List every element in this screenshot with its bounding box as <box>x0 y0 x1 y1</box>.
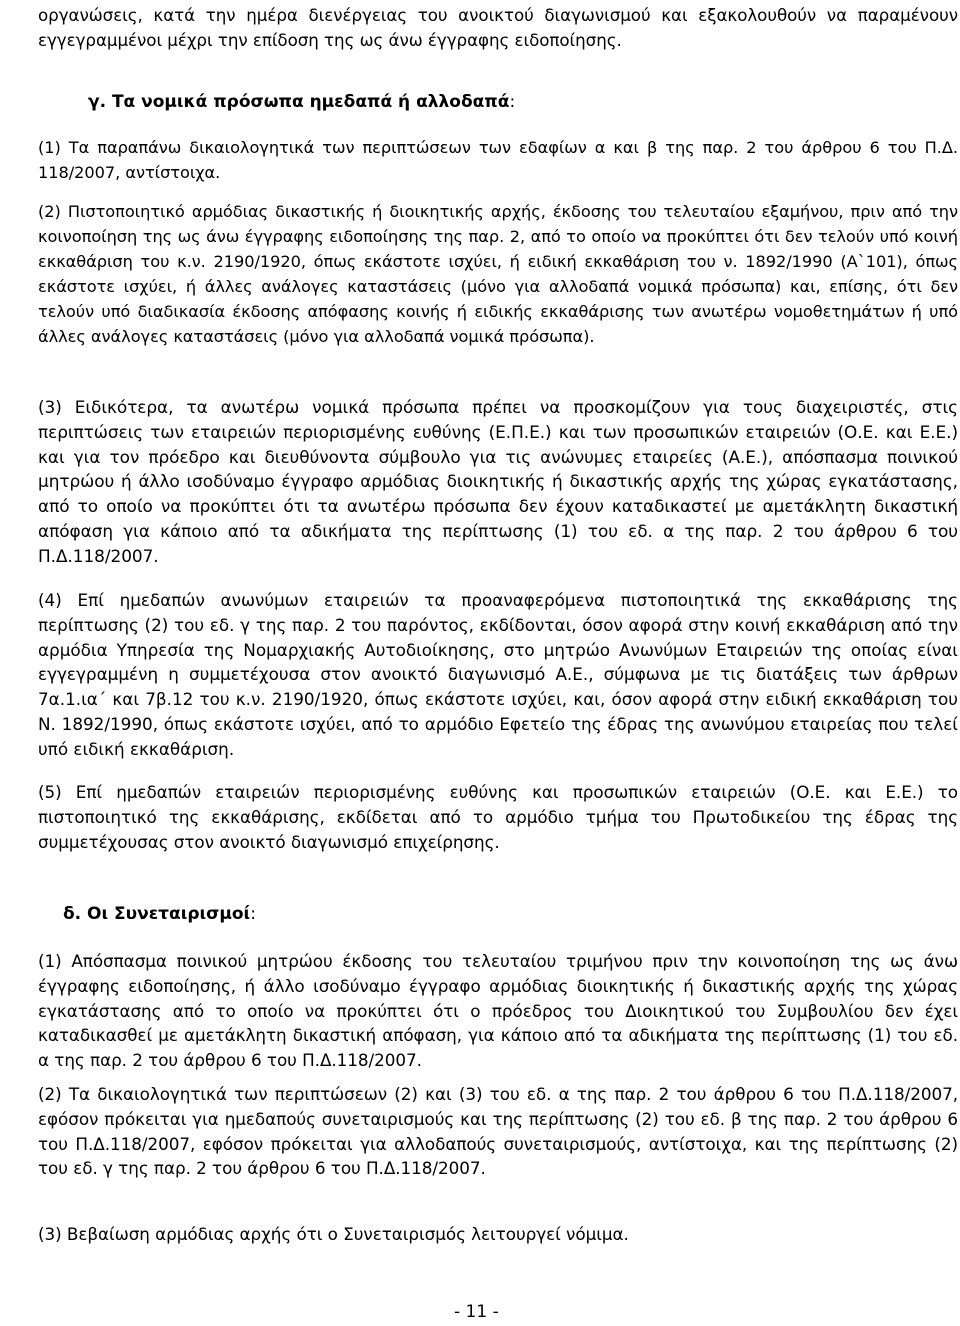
page-number: - 11 - <box>454 1302 499 1322</box>
section-gamma-heading <box>88 90 515 114</box>
gamma-item-5: (5) Επί ημεδαπών εταιρειών περιορισμένης ευθύνης και προσωπικών εταιρειών (Ο.Ε. και Ε.Ε.) το πιστοποιητικό της εκκαθάρισης, εκδίδεται από το αρμόδιο τμήμα του Πρωτοδικείου της έδρας της συμμετέχουσας στον ανοικτό διαγωνισμό επιχείρησης. <box>38 782 958 852</box>
section-delta-heading <box>63 902 256 926</box>
gamma-item-4: (4) Επί ημεδαπών ανωνύμων εταιρειών τα προαναφερόμενα πιστοποιητικά της εκκαθάρισης της περίπτωσης (2) του εδ. γ της παρ. 2 του παρόντος, εκδίδονται, όσον αφορά στην κοινή εκκαθάριση από την αρμόδια Υπηρεσία της Νομαρχιακής Αυτοδιοίκησης, στο μητρώο Ανωνύμων Εταιρειών της οποίας είναι εγγεγραμμένη η συμμετέχουσα στον ανοικτό διαγωνισμό Α.Ε., σύμφωνα με τις διατάξεις των άρθρων 7α.1.ια΄ και 7β.12 του κ.ν. 2190/1920, όπως εκάστοτε ισχύει, και, όσον αφορά στην ειδική εκκαθάριση του Ν. 1892/1990, όπως εκάστοτε ισχύει, από το αρμόδιο Εφετείο της έδρας της ανωνύμου εταιρείας που τελεί υπό ειδική εκκαθάριση. <box>38 590 958 759</box>
gamma-item-1: (1) Τα παραπάνω δικαιολογητικά των περιπτώσεων των εδαφίων α και β της παρ. 2 του άρθρου 6 του Π.Δ. 118/2007, αντίστοιχα. <box>38 138 958 182</box>
intro-paragraph: οργανώσεις, κατά την ημέρα διενέργειας του ανοικτού διαγωνισμού και εξακολουθούν να παραμένουν εγγεγραμμένοι μέχρι την επίδοση της ως άνω έγγραφης ειδοποίησης. <box>38 5 958 50</box>
delta-item-3: (3) Βεβαίωση αρμόδιας αρχής ότι ο Συνεταιρισμός λειτουργεί νόμιμα. <box>38 1224 629 1244</box>
section-delta-heading-bold: δ. Οι Συνεταιρισμοί <box>63 904 251 924</box>
section-gamma-heading-bold: γ. Τα νομικά πρόσωπα ημεδαπά ή αλλοδαπά <box>88 92 510 112</box>
section-gamma-heading-colon: : <box>509 92 516 112</box>
gamma-item-2: (2) Πιστοποιητικό αρμόδιας δικαστικής ή διοικητικής αρχής, έκδοσης του τελευταίου εξαμήνου, πριν από την κοινοποίηση της ως άνω έγγραφης ειδοποίησης της παρ. 2, από το οποίο να προκύπτει ότι δεν τελούν υπό κοινή εκκαθάριση του κ.ν. 2190/1920, όπως εκάστοτε ισχύει, ή ειδική εκκαθάριση του ν. 1892/1990 (Α`101), όπως εκάστοτε ισχύει, ή άλλες ανάλογες καταστάσεις (μόνο για αλλοδαπά νομικά πρόσωπα) και, επίσης, ότι δεν τελούν υπό διαδικασία έκδοσης απόφασης κοινής ή ειδικής εκκαθάρισης των ανωτέρω νομοθετημάτων ή υπό άλλες ανάλογες καταστάσεις (μόνο για αλλοδαπά νομικά πρόσωπα). <box>38 202 958 346</box>
delta-item-2: (2) Τα δικαιολογητικά των περιπτώσεων (2) και (3) του εδ. α της παρ. 2 του άρθρου 6 του Π.Δ.118/2007, εφόσον πρόκειται για ημεδαπούς συνεταιρισμούς και της περίπτωσης (2) του εδ. β της παρ. 2 του άρθρου 6 του Π.Δ.118/2007, εφόσον πρόκειται για αλλοδαπούς συνεταιρισμούς, αντίστοιχα, και της περίπτωσης (2) του εδ. γ της παρ. 2 του άρθρου 6 του Π.Δ.118/2007. <box>38 1084 958 1179</box>
delta-item-1: (1) Απόσπασμα ποινικού μητρώου έκδοσης του τελευταίου τριμήνου πριν την κοινοποίηση της ως άνω έγγραφης ειδοποίησης, ή άλλο ισοδύναμο έγγραφο αρμόδιας διοικητικής ή δικαστικής αρχής της χώρας εγκατάστασης από το οποίο να προκύπτει ότι ο πρόεδρος του Διοικητικού του Συμβουλίου δεν έχει καταδικασθεί με αμετάκλητη δικαστική απόφαση, για κάποιο από τα αδικήματα της περίπτωσης (1) του εδ. α της παρ. 2 του άρθρου 6 του Π.Δ.118/2007. <box>38 951 958 1071</box>
gamma-item-3: (3) Ειδικότερα, τα ανωτέρω νομικά πρόσωπα πρέπει να προσκομίζουν για τους διαχειριστές, στις περιπτώσεις των εταιρειών περιορισμένης ευθύνης (Ε.Π.Ε.) και των προσωπικών εταιρειών (Ο.Ε. και Ε.Ε.) και για τον πρόεδρο και διευθύνοντα σύμβουλο για τις ανώνυμες εταιρείες (Α.Ε.), απόσπασμα ποινικού μητρώου ή άλλο ισοδύναμο έγγραφο αρμόδιας διοικητικής ή δικαστικής αρχής της χώρας εγκατάστασης, από το οποίο να προκύπτει ότι τα ανωτέρω πρόσωπα δεν έχουν καταδικαστεί με αμετάκλητη δικαστική απόφαση για κάποιο από τα αδικήματα της περίπτωσης (1) του εδ. α της παρ. 2 του άρθρου 6 του Π.Δ.118/2007. <box>38 397 958 566</box>
section-delta-heading-colon: : <box>250 904 256 924</box>
